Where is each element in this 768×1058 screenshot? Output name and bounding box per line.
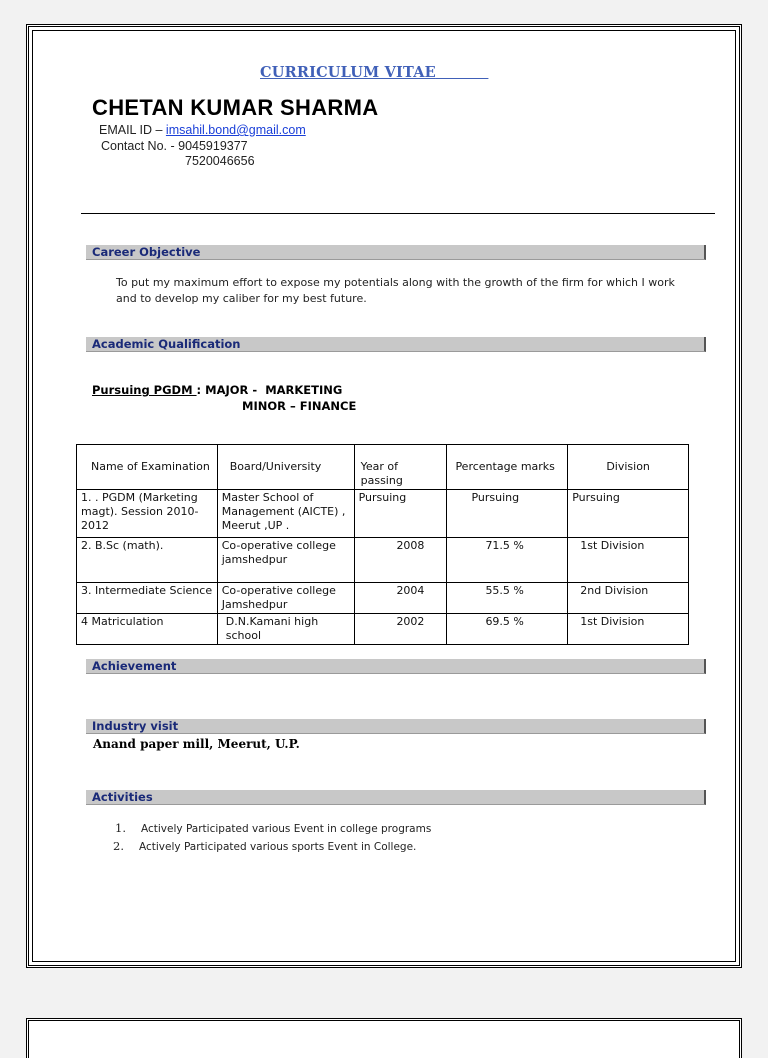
table-cell: Pursuing [447,490,568,538]
list-item: 1. Actively Participated various Event in college programs [115,821,432,835]
list-item: 2. Actively Participated various sports Event in College. [113,839,417,853]
header-cell: Name of Examination [77,445,218,490]
table-cell: 1st Division [568,538,689,583]
document-title: CURRICULUM VITAE [260,64,436,81]
objective-text: To put my maximum effort to expose my potentials along with the growth of the firm for which I work and to develop my caliber for my best future. [116,276,675,305]
table-cell: 2004 [354,583,447,614]
contact-block [99,123,306,170]
table-cell: 71.5 % [447,538,568,583]
table-cell: Co-operative college Jamshedpur [217,583,354,614]
section-achievement: Achievement [86,659,706,674]
table-header-row [77,445,689,490]
table-cell: 2008 [354,538,447,583]
major-text: : MAJOR - MARKETING [196,383,343,397]
table-row [77,490,689,538]
phone-secondary: 7520046656 [185,154,255,168]
minor-text: MINOR – FINANCE [242,399,357,413]
table-cell: 1st Division [568,614,689,645]
industry-visit-text: Anand paper mill, Meerut, U.P. [93,737,300,751]
table-cell: 1. . PGDM (Marketing magt). Session 2010-2012 [77,490,218,538]
table-cell: 55.5 % [447,583,568,614]
email-link[interactable]: imsahil.bond@gmail.com [165,123,306,137]
header-cell: Percentage marks [447,445,568,490]
qualification-table [76,444,689,645]
candidate-name: CHETAN KUMAR SHARMA [92,95,379,120]
email-label: EMAIL ID – [99,123,166,137]
section-career-objective: Career Objective [86,245,706,260]
header-cell: Board/University [217,445,354,490]
section-activities: Activities [86,790,706,805]
activities-list [115,820,431,856]
table-cell: 4 Matriculation [77,614,218,645]
header-divider [81,213,715,214]
pursuing-label: Pursuing PGDM [92,383,197,397]
table-cell: Pursuing [568,490,689,538]
header-cell: Year of passing [354,445,447,490]
cv-page [26,24,742,968]
table-row [77,538,689,583]
table-cell: 2002 [354,614,447,645]
table-cell: 2nd Division [568,583,689,614]
table-cell: Co-operative college jamshedpur [217,538,354,583]
table-cell: Master School of Management (AICTE) , Meerut ,UP . [217,490,354,538]
table-cell: Pursuing [354,490,447,538]
table-cell: 69.5 % [447,614,568,645]
next-page-edge [26,1018,742,1058]
section-academic-qualification: Academic Qualification [86,337,706,352]
table-cell: 2. B.Sc (math). [77,538,218,583]
table-cell: D.N.Kamani high school [217,614,354,645]
phone-primary: Contact No. - 9045919377 [101,138,248,153]
section-industry-visit: Industry visit [86,719,706,734]
pursuing-pgdm [92,382,356,414]
table-cell: 3. Intermediate Science [77,583,218,614]
table-row [77,614,689,645]
table-row [77,583,689,614]
header-cell: Division [568,445,689,490]
